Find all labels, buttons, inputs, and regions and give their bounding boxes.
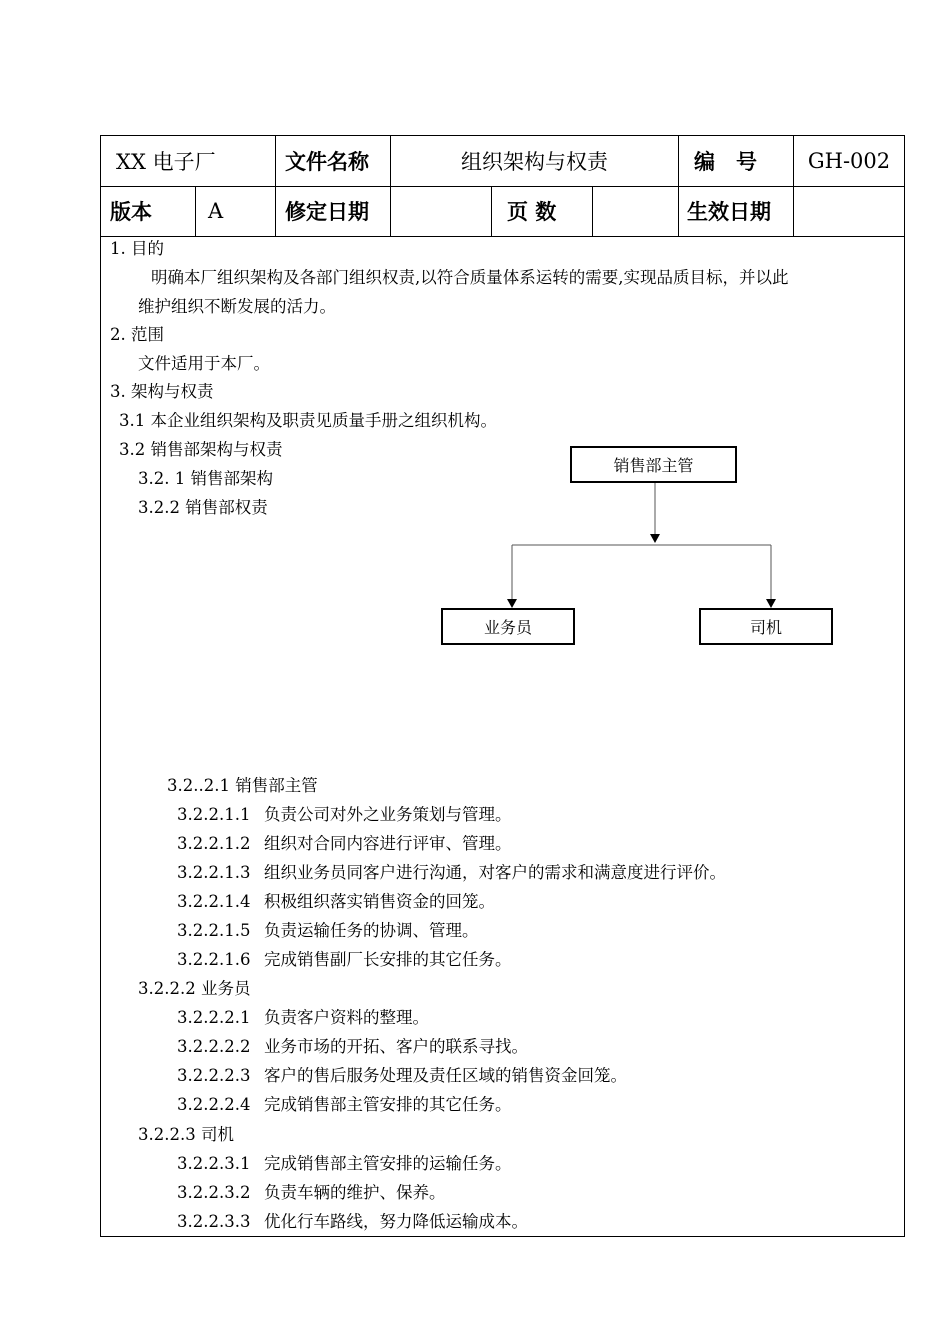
doc-name-label: 文件名称: [276, 136, 391, 186]
duty-item-number: 3.2.2.2.2: [177, 1037, 251, 1056]
section-3-1: 3.1 本企业组织架构及职责见质量手册之组织机构。: [119, 411, 497, 430]
section-1-title: 1. 目的: [110, 239, 164, 258]
duty-item-text: 负责客户资料的整理。: [264, 1008, 429, 1027]
effective-date-label: 生效日期: [679, 186, 794, 236]
number-label: 编 号: [679, 136, 794, 186]
duty-item-number: 3.2.2.1.4: [177, 892, 251, 911]
section-2-title: 2. 范围: [110, 325, 164, 344]
duty-item-number: 3.2.2.2.1: [177, 1008, 251, 1027]
version-label: 版本: [101, 186, 196, 236]
duty-item-text: 组织对合同内容进行评审、管理。: [264, 834, 512, 853]
duty-item-text: 业务市场的开拓、客户的联系寻找。: [264, 1037, 528, 1056]
arrow-head-right: [766, 599, 776, 608]
org-box-driver: 司机: [699, 608, 833, 645]
duty-item-text: 负责公司对外之业务策划与管理。: [264, 805, 512, 824]
duty-item-number: 3.2.2.2.4: [177, 1095, 251, 1114]
org-chart-connectors: [101, 136, 904, 656]
duty-item-text: 完成销售副厂长安排的其它任务。: [264, 950, 512, 969]
manager-duties-title: 3.2..2.1 销售部主管: [167, 776, 318, 795]
duty-item-text: 组织业务员同客户进行沟通，对客户的需求和满意度进行评价。: [264, 863, 726, 882]
duty-item-text: 完成销售部主管安排的其它任务。: [264, 1095, 512, 1114]
doc-number: GH-002: [807, 149, 891, 173]
section-3-title: 3. 架构与权责: [110, 382, 214, 401]
duty-item-text: 负责车辆的维护、保养。: [264, 1183, 446, 1202]
org-box-salesperson: 业务员: [441, 608, 575, 645]
driver-duties-title: 3.2.2.3 司机: [138, 1125, 234, 1144]
duty-item-number: 3.2.2.3.2: [177, 1183, 251, 1202]
duty-item-number: 3.2.2.1.5: [177, 921, 251, 940]
section-3-2-1: 3.2. 1 销售部架构: [138, 469, 273, 488]
version-value: A: [196, 186, 276, 236]
duty-item-number: 3.2.2.2.3: [177, 1066, 251, 1085]
section-3-2-2: 3.2.2 销售部权责: [138, 498, 268, 517]
section-2-text: 文件适用于本厂。: [138, 354, 270, 373]
revise-date-label: 修定日期: [276, 186, 391, 236]
org-box-sales-manager: 销售部主管: [570, 446, 737, 483]
duty-item-text: 客户的售后服务处理及责任区域的销售资金回笼。: [264, 1066, 627, 1085]
duty-item-number: 3.2.2.3.1: [177, 1154, 251, 1173]
duty-item-text: 完成销售部主管安排的运输任务。: [264, 1154, 512, 1173]
section-1-line-1: 明确本厂组织架构及各部门组织权责,以符合质量体系运转的需要,实现品质目标，并以此: [151, 268, 789, 287]
document-frame: [100, 135, 905, 1237]
duty-item-text: 负责运输任务的协调、管理。: [264, 921, 479, 940]
duty-item-text: 积极组织落实销售资金的回笼。: [264, 892, 495, 911]
duty-item-number: 3.2.2.1.2: [177, 834, 251, 853]
section-1-line-2: 维护组织不断发展的活力。: [138, 297, 336, 316]
section-3-2: 3.2 销售部架构与权责: [119, 440, 283, 459]
duty-item-number: 3.2.2.1.1: [177, 805, 251, 824]
doc-name: 组织架构与权责: [391, 136, 679, 186]
arrow-head-center: [650, 534, 660, 543]
sales-duties-title: 3.2.2.2 业务员: [138, 979, 251, 998]
duty-item-number: 3.2.2.1.6: [177, 950, 251, 969]
duty-item-number: 3.2.2.1.3: [177, 863, 251, 882]
duty-item-text: 优化行车路线，努力降低运输成本。: [264, 1212, 528, 1231]
company-name: XX 电子厂: [101, 136, 276, 186]
duty-item-number: 3.2.2.3.3: [177, 1212, 251, 1231]
pages-label: 页 数: [492, 186, 593, 236]
arrow-head-left: [507, 599, 517, 608]
